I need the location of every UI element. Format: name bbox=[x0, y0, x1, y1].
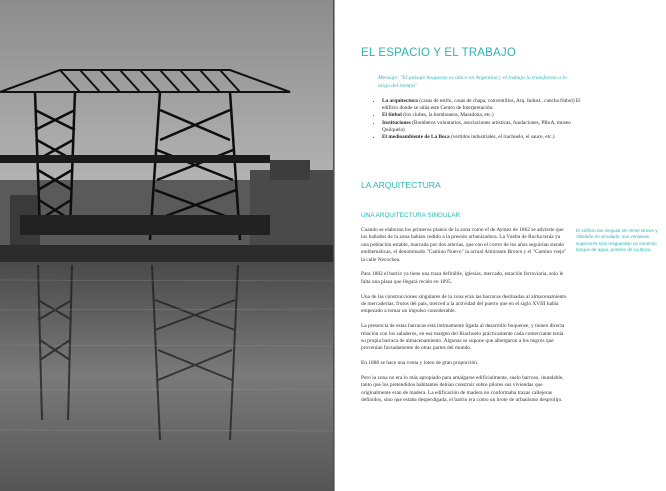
list-item-term: El medioambiente de La Boca bbox=[382, 134, 450, 141]
list-item bbox=[382, 112, 592, 119]
section-heading: LA ARQUITECTURA bbox=[361, 180, 441, 190]
list-item-term: El fútbol bbox=[382, 112, 402, 119]
topic-list bbox=[374, 98, 592, 141]
list-item-text: (Bomberos voluntarios, asociaciones artísticas, fundaciones, PRoA, museo Quilquela) bbox=[382, 119, 571, 133]
list-item-text: (vertidos industriales, el riachuelo, el sauce, etc.) bbox=[449, 134, 555, 141]
list-item-text: (los clubes, la bombonera, Maradona, etc.) bbox=[401, 112, 494, 119]
paragraph: Pero la zona no era lo más apropiado para amalgarse edificialmente, suelo barroso, inundable, tanto que los pretendidos habitantes debían construir sobre pilotes sus viviendas que originalmente eran de madera. La edificación de madera no conformaba trazas callejeras definidos, sino que estaba desperdigada, el barrio era como un brote de urbanismo desprolijo. bbox=[361, 375, 564, 404]
list-item bbox=[382, 98, 592, 112]
paragraph: La presencia de estas barracas está íntimamente ligada al desarrollo boquense, y tienen directa relación con los saladeros, en esa margen del Riachuelo prácticamente cada comerciante tenía su propia barraca de almacenamiento. Algunas se supone que albergaron a los negros que provenían forzadamente de otras partes del mundo. bbox=[361, 323, 565, 352]
page-title: EL ESPACIO Y EL TRABAJO bbox=[361, 47, 517, 59]
list-item-term: La arquitectura bbox=[382, 98, 418, 104]
list-item bbox=[382, 120, 592, 134]
paragraph: Cuando se elaboran los primeros planos de la zona como el de Aymez de 1862 se advierte que los bañados de la zona habían cedido a la presión urbanizadora. La Vuelta de Rocha tenía ya una población estable, marcada por dos arterias, que con el correr de los años seguirían siendo emblemáticas, el denominado "Camino Nuevo" la actual Almirante Brown y el "Camino viejo" la calle Necochea. bbox=[361, 227, 567, 263]
list-item-text: (casas de estilo, casas de chapa, conventillos, Arq. Indust., cancha fútbol) El edificio donde se sitúa este Centro de Interpretación. bbox=[382, 98, 581, 112]
list-item-term: Instituciones bbox=[382, 119, 411, 126]
paragraph: Para 1882 el barrio ya tiene una traza definible, iglesias, mercado, estación ferroviaria, solo le falta una plaza que llegará recién en 1895. bbox=[361, 271, 564, 285]
list-item bbox=[382, 134, 592, 141]
mensaje-quote: Mensaje: "El paisaje boquense es único en Argentina y el trabajo lo transformó a lo largo del tiempo" bbox=[378, 75, 567, 89]
sidenote: El edificio tan singular de Almte Brown y Villafañe es simulado, sus ventanas superiores solo resguardan un inmenso tanque de agua, primero de La Boca. bbox=[576, 228, 658, 253]
paragraph: En 1888 se hace una venta y loteo de gran proporción. bbox=[361, 360, 479, 367]
paragraph: Una de las construcciones singulares de la zona eran las barracas destinadas al almacenamiento de mercaderías, frutos del país, merced a la actividad del puerto que en el siglo XVIII había empezado a tomar un impulso considerable. bbox=[361, 293, 567, 315]
body-text bbox=[361, 227, 567, 412]
subsection-heading: UNA ARQUITECTURA SINGULAR bbox=[361, 212, 461, 219]
